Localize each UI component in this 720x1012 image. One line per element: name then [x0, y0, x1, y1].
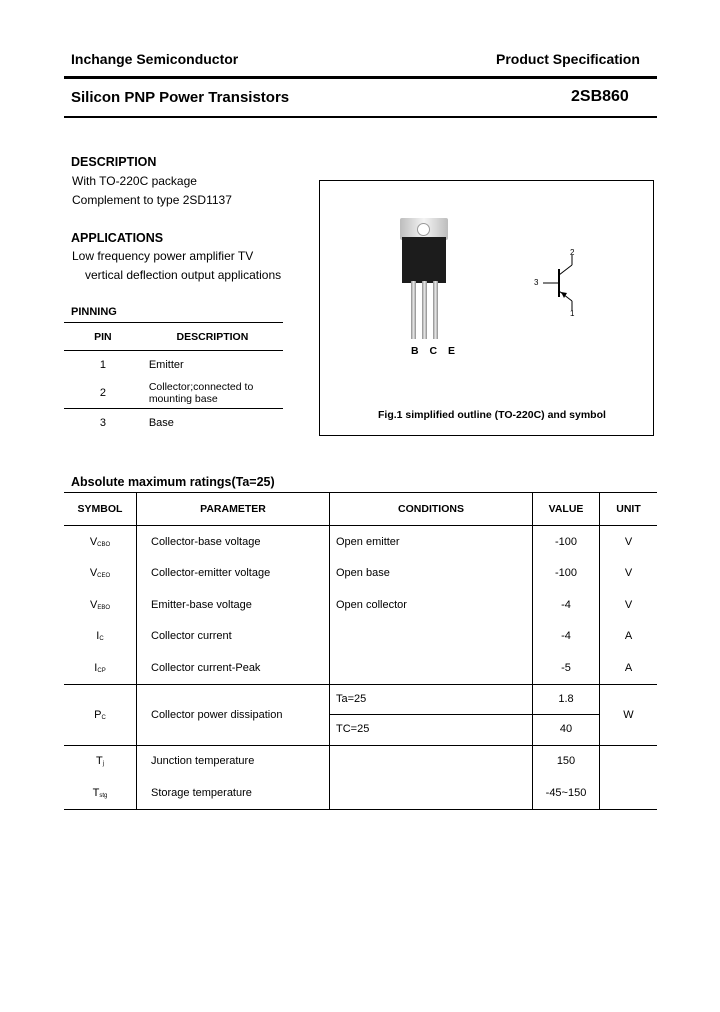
- symbol-pin-2: 2: [570, 248, 575, 257]
- company-name: Inchange Semiconductor: [71, 51, 239, 67]
- symbol-cell: VCBO: [89, 535, 111, 548]
- value-cell: 150: [533, 745, 600, 777]
- conditions-cell: [330, 621, 533, 653]
- value-cell: -100: [533, 526, 600, 558]
- conditions-cell: Open emitter: [330, 526, 533, 558]
- mounting-hole: [417, 223, 430, 236]
- spec-label: Product Specification: [496, 51, 640, 67]
- value-cell: -4: [533, 589, 600, 621]
- parameter-cell: Collector-emitter voltage: [137, 558, 330, 590]
- pin-desc: Collector;connected to mounting base: [148, 381, 254, 406]
- symbol-cell: VCEO: [89, 567, 111, 580]
- lead-e: [433, 281, 438, 339]
- symbol-cell: IC: [96, 630, 104, 643]
- unit-cell: [600, 777, 658, 809]
- value-cell: -5: [533, 652, 600, 684]
- value-cell: -100: [533, 558, 600, 590]
- unit-cell: V: [600, 558, 658, 590]
- symbol-cell: Tstg: [92, 786, 108, 799]
- symbol-cell: PC: [94, 708, 106, 721]
- parameter-cell: Junction temperature: [137, 745, 330, 777]
- parameter-cell: Collector current-Peak: [137, 652, 330, 684]
- pinning-title: PINNING: [71, 306, 117, 318]
- parameter-cell: Storage temperature: [137, 777, 330, 809]
- applications-line-2: vertical deflection output applications: [85, 268, 282, 282]
- value-cell: -4: [533, 621, 600, 653]
- symbol-pin-3: 3: [534, 278, 539, 287]
- pinning-header-pin: PIN: [94, 330, 112, 343]
- lead-labels: B C E: [411, 345, 460, 357]
- value-cell: [533, 684, 600, 745]
- parameter-cell: Collector power dissipation: [137, 684, 330, 745]
- product-line: Silicon PNP Power Transistors: [71, 89, 290, 106]
- table-row: [64, 621, 657, 653]
- col-conditions: CONDITIONS: [330, 493, 533, 526]
- ratings-title: Absolute maximum ratings(Ta=25): [71, 475, 275, 489]
- col-unit: UNIT: [600, 493, 658, 526]
- table-row: [64, 589, 657, 621]
- description-item-2: Complement to type 2SD1137: [72, 193, 232, 207]
- pinning-header-row: [64, 323, 283, 351]
- conditions-cell: Open collector: [330, 589, 533, 621]
- applications-line-1: Low frequency power amplifier TV: [72, 249, 254, 263]
- description-item-1: With TO-220C package: [72, 174, 197, 188]
- pin-number: 3: [99, 416, 106, 429]
- symbol-cell: ICP: [94, 661, 106, 674]
- table-row: [64, 558, 657, 590]
- conditions-cell: [330, 777, 533, 809]
- symbol-cell: Tj: [95, 755, 105, 768]
- table-row: [64, 526, 657, 558]
- unit-cell: A: [600, 652, 658, 684]
- table-row: [64, 351, 283, 379]
- ratings-table: [64, 492, 657, 810]
- pinning-table: [64, 322, 283, 437]
- conditions-cell: Open base: [330, 558, 533, 590]
- table-row-power: [64, 684, 657, 745]
- parameter-cell: Collector current: [137, 621, 330, 653]
- pin-number: 1: [99, 358, 106, 371]
- pin-desc: Base: [148, 416, 174, 429]
- description-title: DESCRIPTION: [71, 155, 157, 169]
- unit-cell: [600, 745, 658, 777]
- table-row: [64, 409, 283, 437]
- unit-cell: W: [600, 684, 658, 745]
- condition-tc: TC=25: [336, 723, 370, 735]
- header-rule-top: [64, 76, 657, 79]
- conditions-cell: [330, 745, 533, 777]
- col-value: VALUE: [533, 493, 600, 526]
- package-body: [402, 237, 446, 283]
- conditions-cell: [330, 684, 533, 745]
- conditions-cell: [330, 652, 533, 684]
- unit-cell: V: [600, 589, 658, 621]
- col-parameter: PARAMETER: [137, 493, 330, 526]
- symbol-pin-1: 1: [570, 309, 575, 318]
- applications-title: APPLICATIONS: [71, 231, 164, 245]
- value-ta: 1.8: [533, 685, 599, 715]
- pin-desc: Emitter: [148, 358, 184, 371]
- pin-number: 2: [99, 387, 106, 400]
- table-row: [64, 652, 657, 684]
- condition-ta: Ta=25: [330, 685, 532, 715]
- parameter-cell: Collector-base voltage: [137, 526, 330, 558]
- unit-cell: V: [600, 526, 658, 558]
- table-row: [64, 745, 657, 777]
- ratings-header-row: [64, 493, 657, 526]
- figure-caption: Fig.1 simplified outline (TO-220C) and symbol: [378, 409, 606, 421]
- figure-box: [319, 180, 654, 436]
- unit-cell: A: [600, 621, 658, 653]
- value-tc: 40: [559, 723, 573, 735]
- lead-b: [411, 281, 416, 339]
- symbol-cell: VEBO: [89, 598, 110, 611]
- table-row: [64, 379, 283, 409]
- value-cell: -45~150: [533, 777, 600, 809]
- parameter-cell: Emitter-base voltage: [137, 589, 330, 621]
- col-symbol: SYMBOL: [64, 493, 137, 526]
- pinning-header-desc: DESCRIPTION: [176, 330, 249, 343]
- table-row: [64, 777, 657, 809]
- lead-c: [422, 281, 427, 339]
- header-rule-bottom: [64, 116, 657, 118]
- part-number: 2SB860: [571, 88, 629, 105]
